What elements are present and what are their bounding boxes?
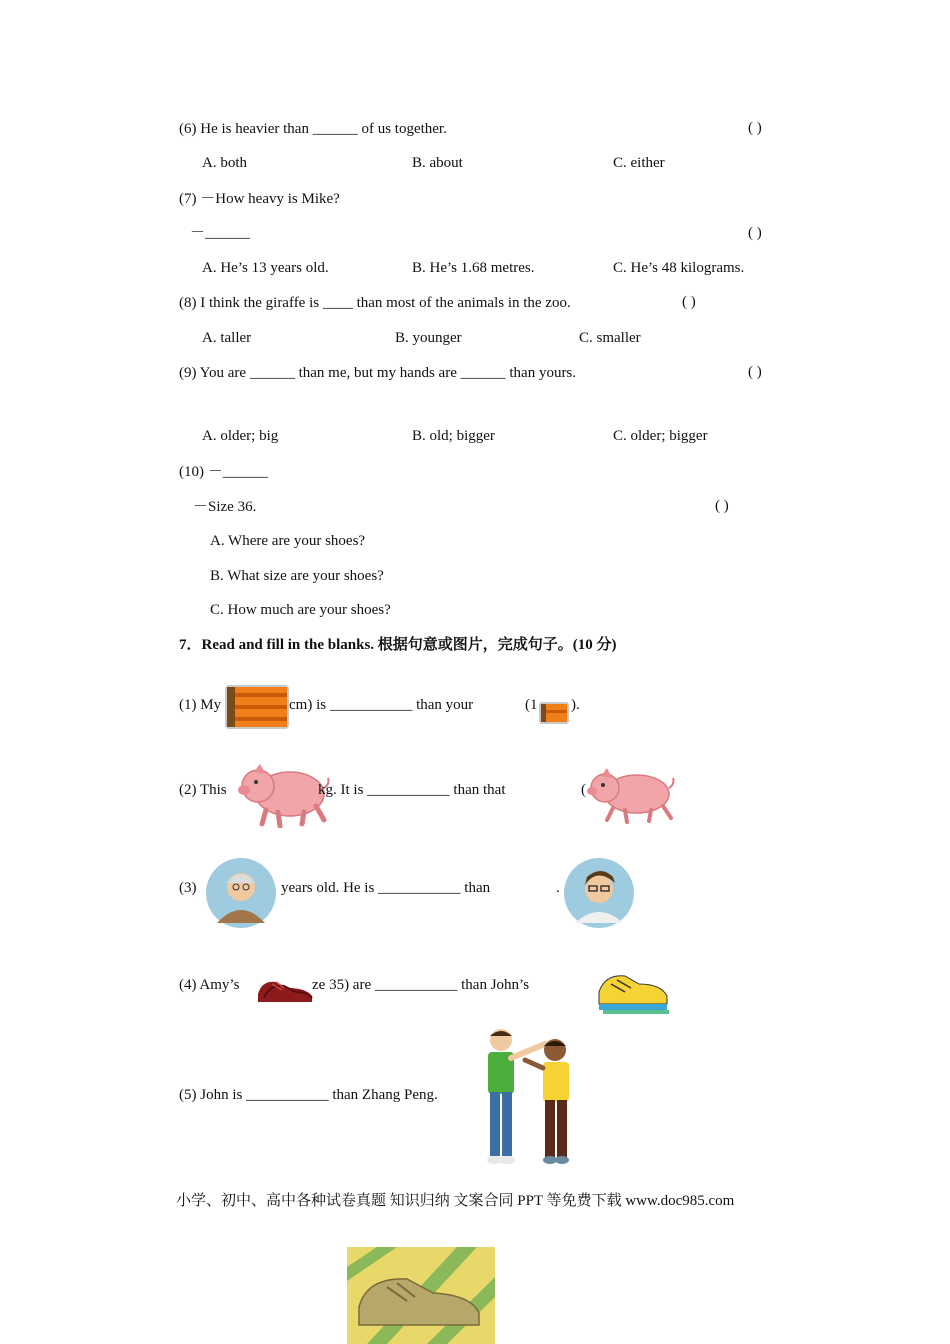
q6-option-c: C. either [613,155,665,171]
q10-answer-bracket[interactable]: ( ) [715,498,729,514]
fill5-sentence: (5) John is ___________ than Zhang Peng. [179,1087,438,1103]
red-shoes-image [254,974,316,1006]
boy-glasses-image [563,857,635,929]
q7-option-c: C. He’s 48 kilograms. [613,260,745,276]
q7-option-b: B. He’s 1.68 metres. [412,260,535,276]
q10-option-b: B. What size are your shoes? [210,568,384,584]
grandpa-image [205,857,277,929]
q9-option-a: A. older; big [202,428,279,444]
q10-option-c: C. How much are your shoes? [210,602,391,618]
q7-stem: (7) －How heavy is Mike? [179,191,340,207]
q7-option-a: A. He’s 13 years old. [202,260,329,276]
q9-answer-bracket[interactable]: ( ) [748,364,762,380]
q8-answer-bracket[interactable]: ( ) [682,294,696,310]
q8-option-c: C. smaller [579,330,641,346]
q6-stem: (6) He is heavier than ______ of us together. [179,121,447,137]
q9-option-b: B. old; bigger [412,428,495,444]
short-pencil-image [538,701,570,725]
q8-option-b: B. younger [395,330,462,346]
fill2-tail: ( [581,782,586,798]
footer-text: 小学、初中、高中各种试卷真题 知识归纳 文案合同 PPT 等免费下载 www.doc985.com [176,1193,735,1209]
q6-option-b: B. about [412,155,463,171]
fill3-prefix: (3) [179,880,197,896]
fill4-prefix: (4) Amy’s [179,977,240,993]
fill1-middle: cm) is ___________ than your [289,697,474,713]
q7-answer-line: －______ [190,225,251,241]
fill3-end: . [556,880,560,896]
q10-answer-line: －Size 36. [193,499,257,515]
fill2-prefix: (2) This [179,782,227,798]
q9-stem: (9) You are ______ than me, but my hands are ______ than yours. [179,365,577,381]
q8-option-a: A. taller [202,330,252,346]
q7-answer-bracket[interactable]: ( ) [748,225,762,241]
fill1-tail: (1 [525,697,538,713]
q10-stem: (10) －______ [179,464,268,480]
q6-answer-bracket[interactable]: ( ) [748,120,762,136]
fill1-prefix: (1) My [179,697,222,713]
fill4-middle: ze 35) are ___________ than John’s [312,977,530,993]
fill3-middle: years old. He is ___________ than [281,880,491,896]
fill1-end: ). [571,697,580,713]
yellow-sneakers-image [595,966,673,1016]
q6-option-a: A. both [202,155,247,171]
shoe-photo-image [347,1247,495,1344]
q9-option-c: C. older; bigger [613,428,708,444]
fill2-middle: kg. It is ___________ than that [318,782,506,798]
q8-stem: (8) I think the giraffe is ____ than most of the animals in the zoo. [179,295,571,311]
two-boys-height-image [473,1026,585,1168]
q10-option-a: A. Where are your shoes? [210,533,366,549]
long-pencil-image [223,683,291,731]
section7-heading: 7．Read and fill in the blanks. 根据句意或图片，完成句子。(10 分) [179,637,617,653]
small-pig-image [583,766,679,824]
